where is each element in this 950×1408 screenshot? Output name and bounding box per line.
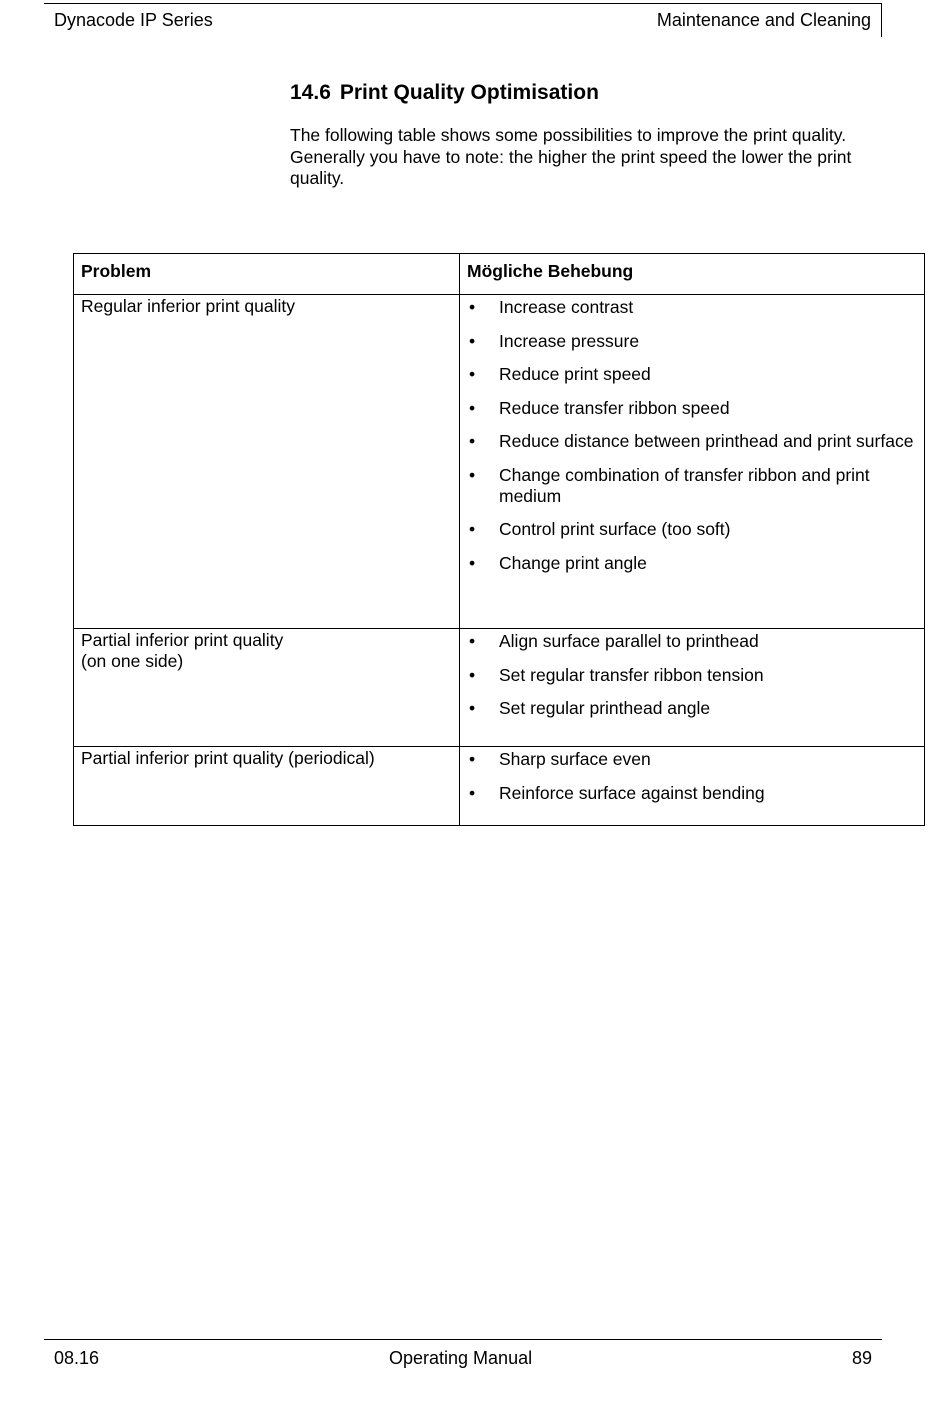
list-item bbox=[467, 465, 917, 507]
column-header-solution: Mögliche Behebung bbox=[460, 254, 925, 295]
list-item bbox=[467, 749, 917, 770]
bullet-icon: • bbox=[469, 297, 476, 317]
solution-cell bbox=[460, 629, 925, 747]
solution-text: Change print angle bbox=[499, 552, 647, 573]
list-item bbox=[467, 665, 917, 686]
list-item bbox=[467, 519, 917, 540]
table-row bbox=[74, 295, 925, 629]
solution-text: Reduce distance between printhead and print surface bbox=[499, 431, 914, 451]
intro-paragraph: The following table shows some possibilities to improve the print quality. bbox=[290, 125, 847, 145]
bullet-icon: • bbox=[469, 431, 476, 451]
intro-text bbox=[290, 125, 865, 190]
problem-text: Partial inferior print quality bbox=[81, 630, 284, 650]
footer-date: 08.16 bbox=[54, 1348, 100, 1368]
bullet-icon: • bbox=[469, 330, 476, 351]
solution-list bbox=[467, 749, 917, 804]
solution-text: Reduce transfer ribbon speed bbox=[499, 397, 730, 418]
solution-text: Increase contrast bbox=[499, 297, 634, 317]
section-heading: Print Quality Optimisation bbox=[339, 81, 599, 104]
list-item bbox=[467, 364, 917, 385]
bullet-icon: • bbox=[469, 364, 476, 384]
bullet-icon: • bbox=[469, 519, 476, 539]
list-item bbox=[467, 553, 917, 574]
solution-text: Align surface parallel to printhead bbox=[499, 631, 759, 651]
footer-title: Operating Manual bbox=[389, 1348, 533, 1368]
list-item bbox=[467, 783, 917, 804]
solution-list bbox=[467, 297, 917, 574]
solution-text: Set regular printhead angle bbox=[499, 698, 711, 718]
list-item bbox=[467, 698, 917, 719]
bullet-icon: • bbox=[469, 749, 476, 769]
list-item bbox=[467, 398, 917, 419]
table-row bbox=[74, 747, 925, 826]
bullet-icon: • bbox=[469, 664, 476, 685]
section-number: 14.6 bbox=[290, 81, 331, 104]
solution-text: Reduce print speed bbox=[499, 364, 651, 384]
solution-text: Control print surface (too soft) bbox=[499, 519, 731, 539]
bullet-icon: • bbox=[469, 782, 476, 803]
list-item bbox=[467, 431, 917, 452]
bullet-icon: • bbox=[469, 397, 476, 418]
column-header-problem: Problem bbox=[74, 254, 460, 295]
bullet-icon: • bbox=[469, 698, 476, 718]
problem-cell bbox=[74, 747, 460, 826]
bullet-icon: • bbox=[469, 631, 476, 651]
header-product: Dynacode IP Series bbox=[54, 10, 213, 30]
solution-text: Reinforce surface against bending bbox=[499, 782, 765, 803]
page-header bbox=[44, 3, 882, 37]
solution-text: Change combination of transfer ribbon and print medium bbox=[499, 464, 870, 506]
header-chapter: Maintenance and Cleaning bbox=[656, 10, 871, 30]
list-item bbox=[467, 631, 917, 652]
print-quality-table bbox=[73, 253, 925, 826]
table-body bbox=[74, 295, 925, 826]
problem-text: (on one side) bbox=[81, 651, 184, 671]
solution-cell bbox=[460, 295, 925, 629]
bullet-icon: • bbox=[469, 552, 476, 573]
solution-text: Sharp surface even bbox=[499, 749, 651, 769]
problem-cell bbox=[74, 629, 460, 747]
problem-text: Partial inferior print quality (periodical) bbox=[81, 748, 375, 768]
section-title bbox=[290, 81, 599, 105]
problem-cell bbox=[74, 295, 460, 629]
table-row bbox=[74, 629, 925, 747]
intro-paragraph: Generally you have to note: the higher the print speed the lower the print quality. bbox=[290, 146, 852, 188]
page-footer bbox=[44, 1339, 882, 1368]
bullet-icon: • bbox=[469, 464, 476, 485]
list-item bbox=[467, 297, 917, 318]
solution-cell bbox=[460, 747, 925, 826]
solution-text: Set regular transfer ribbon tension bbox=[499, 664, 764, 685]
problem-text: Regular inferior print quality bbox=[81, 296, 295, 316]
list-item bbox=[467, 331, 917, 352]
solution-list bbox=[467, 631, 917, 719]
table-header-row bbox=[74, 254, 925, 295]
page-number: 89 bbox=[851, 1348, 872, 1368]
solution-text: Increase pressure bbox=[499, 330, 640, 351]
